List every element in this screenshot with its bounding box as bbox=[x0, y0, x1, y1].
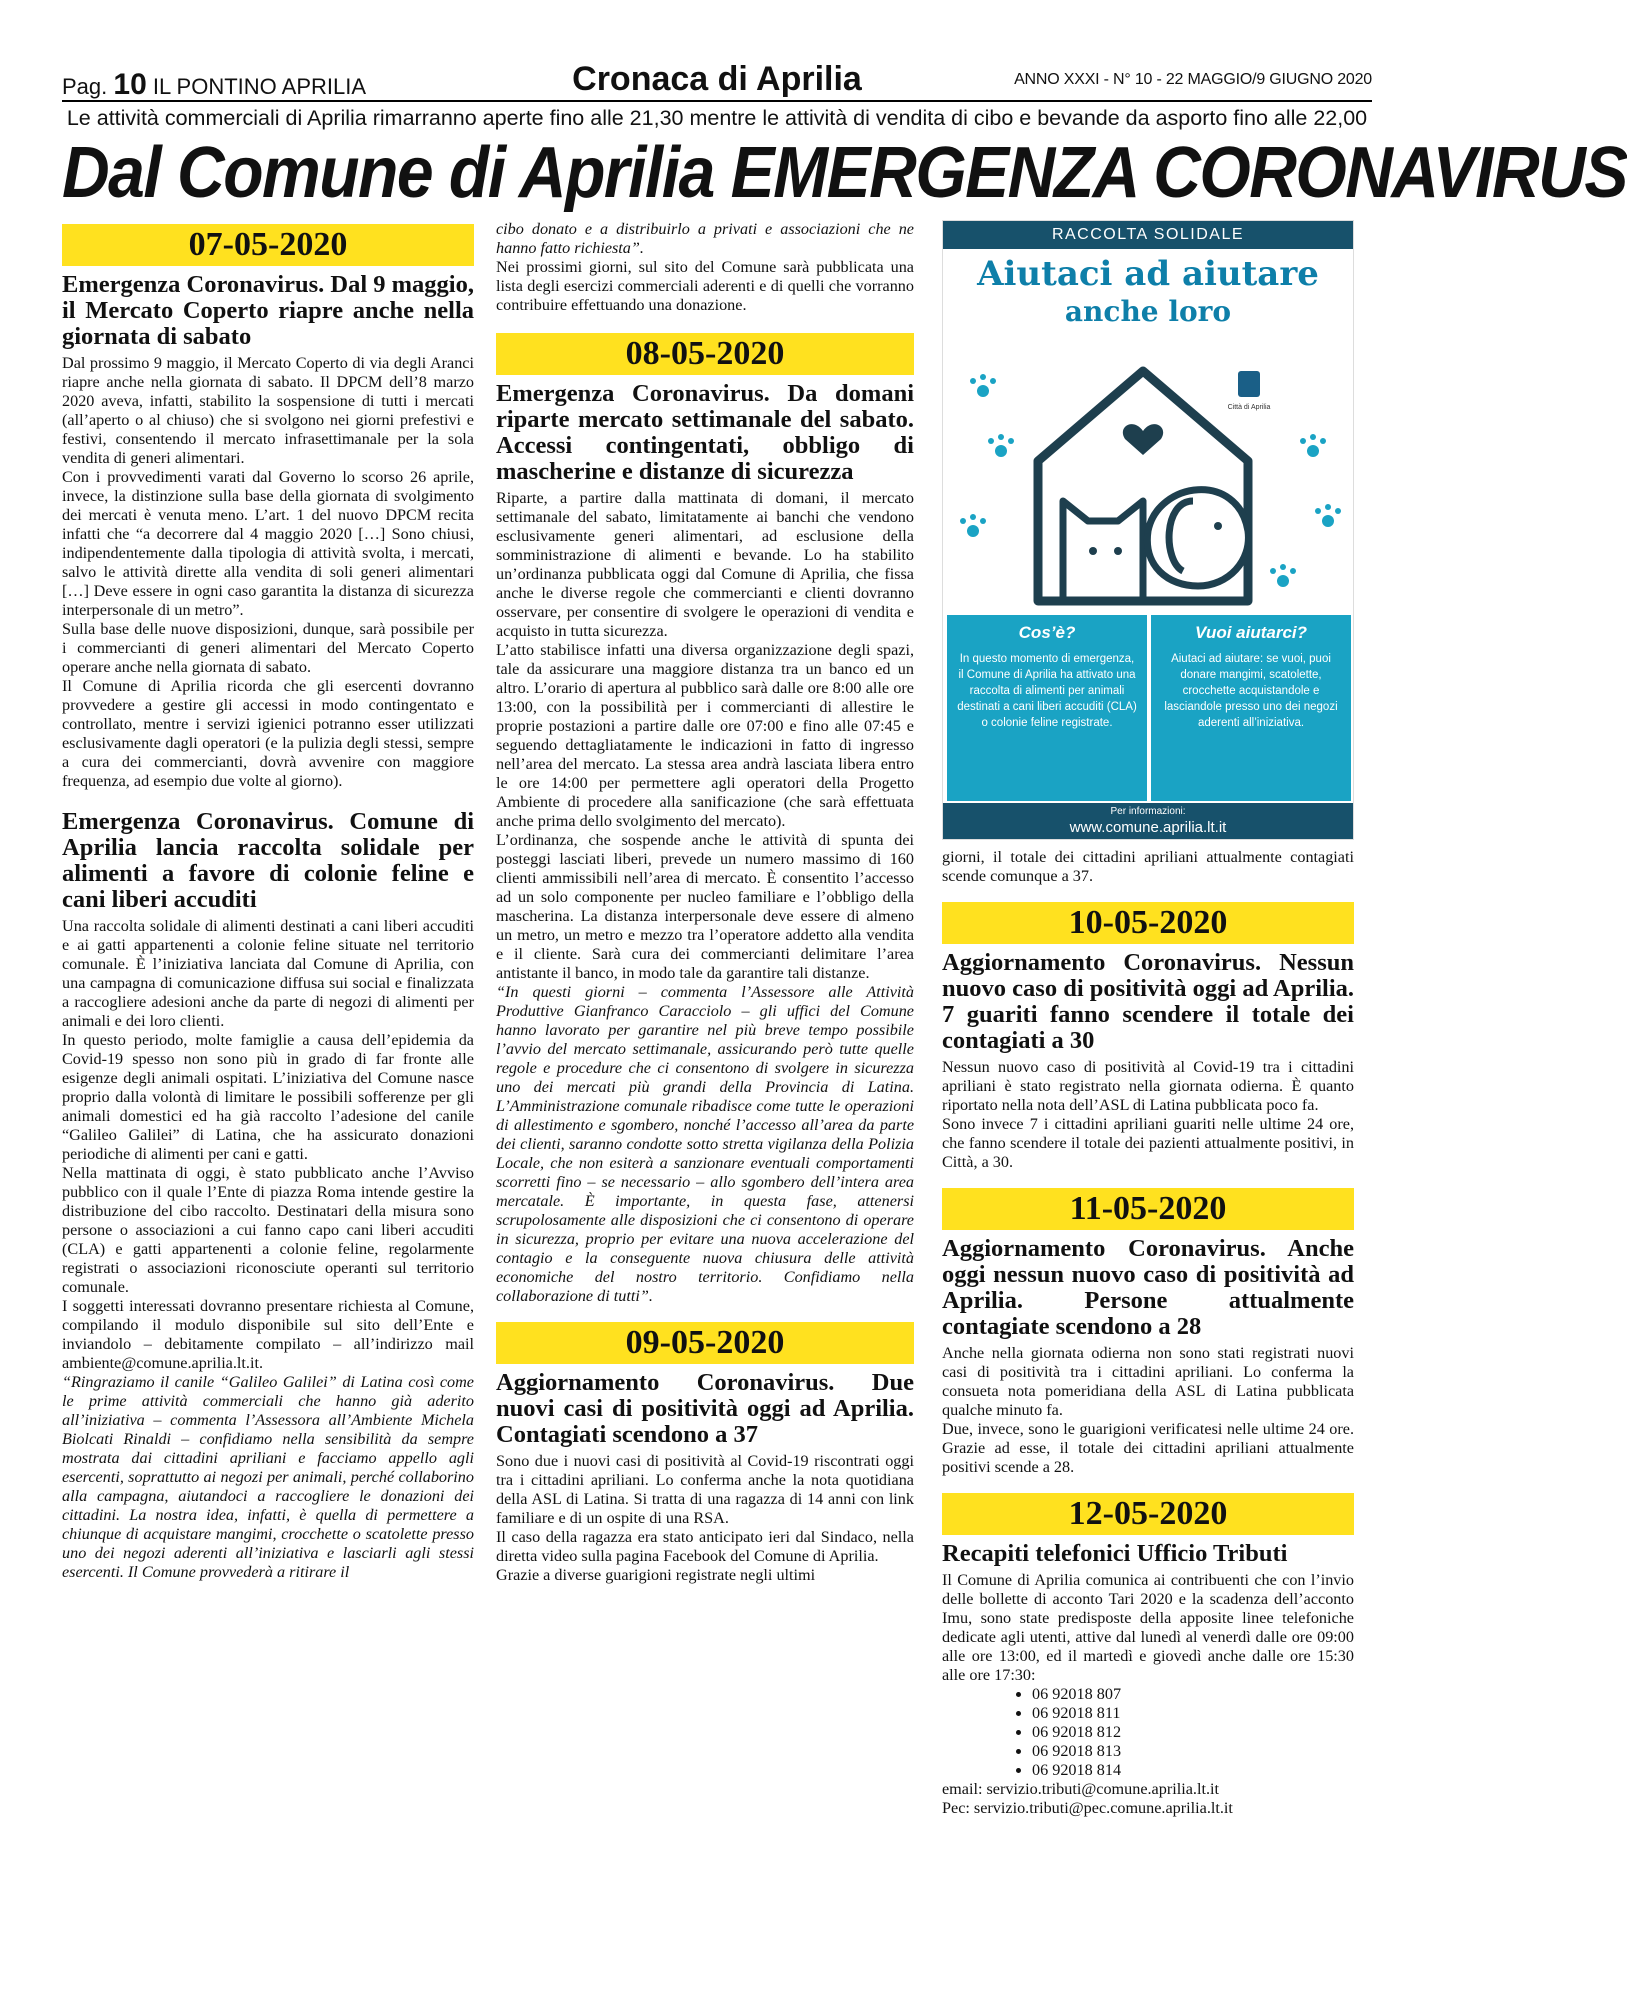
column-3 bbox=[942, 220, 1354, 1990]
section-title: Cronaca di Aprilia bbox=[572, 60, 862, 98]
list-item: • 06 92018 812 bbox=[1032, 1723, 1354, 1742]
date-band: 11-05-2020 bbox=[942, 1188, 1354, 1230]
svg-text:Città di Aprilia: Città di Aprilia bbox=[1227, 404, 1271, 411]
issue-info: ANNO XXXI - N° 10 - 22 MAGGIO/9 GIUGNO 2020 bbox=[1014, 71, 1372, 88]
paragraph: In questo periodo, molte famiglie a causa dell’epidemia da Covid-19 spesso non sono più in grado di far fronte alle esigenze degli animali ospitati. L’iniziativa del Comune nasce proprio dalla volontà di limitare le possibili sofferenze per gli animali domestici ed ha già raccolto l’adesione del canile “Galileo Galilei” di Latina, che ha assicurato donazioni periodiche di alimenti per cani e gatti. bbox=[62, 1031, 474, 1163]
paragraph: Riparte, a partire dalla mattinata di domani, il mercato settimanale del sabato, limitatamente ai banchi che vendono esclusivamente generi alimentari, ad esclusione della somministrazione di alimenti e bevande. Lo ha stabilito un’ordinanza pubblicata oggi dal Comune di Aprilia, che fissa anche le diverse regole che commercianti e clienti dovranno osservare, per consentire di svolgere le operazioni di vendita e acquisto in tutta sicurezza. bbox=[496, 489, 914, 640]
paragraph: Due, invece, sono le guarigioni verificatesi nelle ultime 24 ore. Grazie ad esse, il totale dei cittadini apriliani attualmente positivi scende a 28. bbox=[942, 1420, 1354, 1476]
paragraph: Nella mattinata di oggi, è stato pubblicato anche l’Avviso pubblico con il quale l’Ente di piazza Roma intende gestire la distribuzione del cibo raccolto. Destinatari della misura sono persone o associazioni a cui fanno capo cani liberi accuditi (CLA) e gatti appartenenti a colonie feline, regolarmente registrati o associazioni riconosciute operanti sul territorio comunale. bbox=[62, 1164, 474, 1296]
poster-footer: Per informazioni: www.comune.aprilia.lt.it bbox=[943, 803, 1353, 839]
info-panel-what: Cos’è? In questo momento di emergenza, il Comune di Aprilia ha attivato una raccolta di alimenti per animali destinati a cani liberi accuditi (CLA) o colonie feline registrate. bbox=[947, 615, 1147, 801]
pec-line: Pec: servizio.tributi@pec.comune.aprilia.lt.it bbox=[942, 1799, 1233, 1817]
paragraph: Sono due i nuovi casi di positività al Covid-19 riscontrati oggi tra i cittadini apriliani. Lo conferma anche la nota quotidiana della ASL di Latina. Si tratta di una ragazza di 14 anni con link familiare e di un ospite di una RSA. bbox=[496, 1452, 914, 1527]
page-headline: Dal Comune di Aprilia EMERGENZA CORONAVIRUS bbox=[62, 131, 1627, 213]
paragraph: I soggetti interessati dovranno presentare richiesta al Comune, compilando il modulo disponibile sul sito dell’Ente e inviandolo – debitamente compilato – all’indirizzo mail ambiente@comune.aprilia.lt.it. bbox=[62, 1297, 474, 1372]
solidarity-poster bbox=[942, 220, 1354, 840]
email-line: email: servizio.tributi@comune.aprilia.lt.it bbox=[942, 1780, 1219, 1798]
date-band: 08-05-2020 bbox=[496, 333, 914, 375]
article-title: Aggiornamento Coronavirus. Nessun nuovo caso di positività oggi ad Aprilia. 7 guariti fanno scendere il totale dei contagiati a 30 bbox=[942, 949, 1354, 1054]
city-crest-icon bbox=[1238, 371, 1260, 397]
poster-subtitle: anche loro bbox=[1064, 295, 1232, 328]
list-item: • 06 92018 811 bbox=[1032, 1704, 1354, 1723]
info-panel-help: Vuoi aiutarci? Aiutaci ad aiutare: se vuoi, puoi donare mangimi, scatolette, crocchette acquistandole e lasciandole presso uno dei negozi aderenti all’iniziativa. bbox=[1151, 615, 1351, 801]
paragraph: giorni, il totale dei cittadini apriliani attualmente contagiati scende comunque a 37. bbox=[942, 848, 1354, 885]
quote: “Ringraziamo il canile “Galileo Galilei” di Latina così come le prime attività commerciali che hanno già aderito all’iniziativa – commenta l’Assessora all’Ambiente Michela Biolcati Rinaldi – confidiamo nella sensibilità da sempre mostrata dai cittadini apriliani e facciamo appello agli esercenti, soprattutto ai negozi per animali, perché collaborino alla campagna, aiutandoci a raccogliere le donazioni dei cittadini. La nostra idea, infatti, è quella di permettere a chiunque di acquistare mangimi, crocchette o scatolette presso uno dei negozi aderenti all’iniziativa e lasciarli agli stessi esercenti. Il Comune provvederà a ritirare il bbox=[62, 1373, 474, 1581]
subheadline: Le attività commerciali di Aprilia rimarranno aperte fino alle 21,30 mentre le attività di vendita di cibo e bevande da asporto fino alle 22,00 bbox=[66, 106, 1368, 130]
poster-title: Aiutaci ad aiutare bbox=[977, 254, 1319, 294]
date-band: 09-05-2020 bbox=[496, 1322, 914, 1364]
quote: “In questi giorni – commenta l’Assessore alle Attività Produttive Gianfranco Caracciolo – gli uffici del Comune hanno lavorato per garantire nel più breve tempo possibile l’avvio del mercato settimanale, assicurando però tutte quelle regole e procedure che ci consentono di svolgere in sicurezza uno dei mercati più grandi della Provincia di Latina. L’Amministrazione comunale ribadisce come tutte le operazioni di allestimento e sgombero, nonché l’accesso all’area da parte dei clienti, saranno condotte sotto stretta vigilanza della Polizia Locale, che non esiterà a sanzionare eventuali comportamenti scorretti fino – se necessario – allo sgombero dell’intera area mercatale. È importante, in questa fase, attenersi scrupolosamente alle disposizioni che ci consentono di operare in sicurezza, proprio per evitare una nuova accelerazione del contagio e la conseguente nuova chiusura delle attività economiche del nostro territorio. Confidiamo nella collaborazione di tutti”. bbox=[496, 983, 914, 1305]
page-number: Pag. 10 IL PONTINO APRILIA bbox=[62, 68, 367, 101]
article-title: Aggiornamento Coronavirus. Anche oggi nessun nuovo caso di positività ad Aprilia. Persone attualmente contagiate scendono a 28 bbox=[942, 1235, 1354, 1340]
article-title: Emergenza Coronavirus. Comune di Aprilia lancia raccolta solidale per alimenti a favore di colonie feline e cani liberi accuditi bbox=[62, 808, 474, 913]
paragraph: Una raccolta solidale di alimenti destinati a cani liberi accuditi e ai gatti appartenenti a colonie feline situate nel territorio comunale. È l’iniziativa lanciata dal Comune di Aprilia, con una campagna di comunicazione diffusa sui social e finalizzata a raccogliere adesioni anche da parte di negozi di alimenti per animali e dei loro clienti. bbox=[62, 917, 474, 1030]
date-band: 12-05-2020 bbox=[942, 1493, 1354, 1535]
column-2 bbox=[496, 220, 914, 1990]
list-item: • 06 92018 813 bbox=[1032, 1742, 1354, 1761]
paragraph: L’ordinanza, che sospende anche le attività di spunta dei posteggi lasciati liberi, prevede un numero massimo di 160 clienti ammissibili nell’area di mercato. È consentito l’accesso ad un solo componente per nucleo familiare e l’obbligo della mascherina. La distanza interpersonale deve essere di almeno un metro, un metro e mezzo tra l’operatore addetto alla vendita e il cliente. Sarà cura dei commercianti delimitare l’area antistante il banco, in modo tale da garantire tali distanze. bbox=[496, 831, 914, 982]
poster-url: www.comune.aprilia.lt.it bbox=[1069, 819, 1227, 836]
poster-band: RACCOLTA SOLIDALE bbox=[943, 221, 1353, 249]
list-item: • 06 92018 807 bbox=[1032, 1685, 1354, 1704]
paragraph: Con i provvedimenti varati dal Governo lo scorso 26 aprile, invece, la distinzione sulla base della giornata di svolgimento dei mercati è venuta meno. L’art. 1 del nuovo DPCM recita infatti che “a decorrere dal 4 maggio 2020 […] Sono chiusi, indipendentemente dalla tipologia di attività svolta, i mercati, salvo le attività dirette alla vendita di soli generi alimentari […] Deve essere in ogni caso garantita la distanza di sicurezza interpersonale di un metro”. bbox=[62, 468, 474, 619]
article-title: Emergenza Coronavirus. Da domani riparte mercato settimanale del sabato. Accessi contingentati, obbligo di mascherine e distanze di sicurezza bbox=[496, 380, 914, 485]
paragraph: Il Comune di Aprilia ricorda che gli esercenti dovranno provvedere a gestire gli accessi in modo contingentato e controllato, mentre i servizi igienici potranno esser utilizzati esclusivamente dagli operatori (e la pulizia degli stessi, sempre a cura dei commercianti, dovrà avvenire con maggiore frequenza, ad esempio due volte al giorno). bbox=[62, 677, 474, 790]
paragraph: Grazie a diverse guarigioni registrate negli ultimi bbox=[496, 1566, 816, 1584]
phone-list bbox=[942, 1685, 1354, 1780]
list-item: • 06 92018 814 bbox=[1032, 1761, 1354, 1780]
article-title: Emergenza Coronavirus. Dal 9 maggio, il Mercato Coperto riapre anche nella giornata di sabato bbox=[62, 271, 474, 350]
paragraph: Anche nella giornata odierna non sono stati registrati nuovi casi di positività tra i cittadini apriliani. Lo conferma la consueta nota pomeridiana della ASL di Latina pubblicata qualche minuto fa. bbox=[942, 1344, 1354, 1419]
column-1 bbox=[62, 220, 474, 1990]
paragraph: Il Comune di Aprilia comunica ai contribuenti che con l’invio delle bollette di acconto Tari 2020 e la scadenza dell’acconto Imu, sono state predisposte della apposite linee telefoniche dedicate agli utenti, attive dal lunedì al venerdì dalle ore 09:00 alle ore 13:00, ed il martedì e giovedì anche dalle ore 15:30 alle ore 17:30: bbox=[942, 1571, 1354, 1684]
paragraph: Il caso della ragazza era stato anticipato ieri dal Sindaco, nella diretta video sulla pagina Facebook del Comune di Aprilia. bbox=[496, 1528, 914, 1565]
paragraph: Dal prossimo 9 maggio, il Mercato Coperto di via degli Aranci riapre anche nella giornata di sabato. Il DPCM dell’8 marzo 2020 aveva, infatti, stabilito la sospensione di tutti i mercati (all’aperto o al chiuso) che si svolgono nei giorni prefestivi e festivi, consentendo il mercato infrasettimanale per la sola vendita di generi alimentari. bbox=[62, 354, 474, 467]
date-band: 07-05-2020 bbox=[62, 224, 474, 266]
paragraph: Nessun nuovo caso di positività al Covid-19 tra i cittadini apriliani è stato registrato nella giornata odierna. È quanto riportato nella nota dell’ASL di Latina pubblicata poco fa. bbox=[942, 1058, 1354, 1114]
paragraph: Sulla base delle nuove disposizioni, dunque, sarà possibile per i commercianti di generi alimentari del Mercato Coperto operare anche nella giornata di sabato. bbox=[62, 620, 474, 676]
paragraph: L’atto stabilisce infatti una diversa organizzazione degli spazi, tale da assicurare una maggiore distanza tra un banco ed un altro. L’orario di apertura al pubblico sarà dalle ore 8:00 alle ore 13:00, con la possibilità per i commercianti di allestire le proprie postazioni a partire dalle ore 07:00 e fino alle 07:45 e seguendo dettagliatamente le indicazioni in fatto di ingresso nell’area del mercato. La stessa area andrà lasciata libera entro le ore 14:00 per permettere agli operatori della Progetto Ambiente di procedere alla sanificazione (che sarà effettuata anche prima dello svolgimento del mercato). bbox=[496, 641, 914, 830]
article-title: Recapiti telefonici Ufficio Tributi bbox=[942, 1540, 1288, 1567]
masthead bbox=[62, 60, 1372, 102]
quote-continued: cibo donato e a distribuirlo a privati e associazioni che ne hanno fatto richiesta”. bbox=[496, 220, 914, 257]
article-title: Aggiornamento Coronavirus. Due nuovi casi di positività oggi ad Aprilia. Contagiati scendono a 37 bbox=[496, 1369, 914, 1448]
pet-house-illustration bbox=[943, 331, 1353, 611]
date-band: 10-05-2020 bbox=[942, 902, 1354, 944]
paragraph: Nei prossimi giorni, sul sito del Comune sarà pubblicata una lista degli esercizi commerciali aderenti e di quelli che vorranno contribuire effettuando una donazione. bbox=[496, 258, 914, 314]
paragraph: Sono invece 7 i cittadini apriliani guariti nelle ultime 24 ore, che fanno scendere il totale dei pazienti attualmente positivi, in Città, a 30. bbox=[942, 1115, 1354, 1171]
